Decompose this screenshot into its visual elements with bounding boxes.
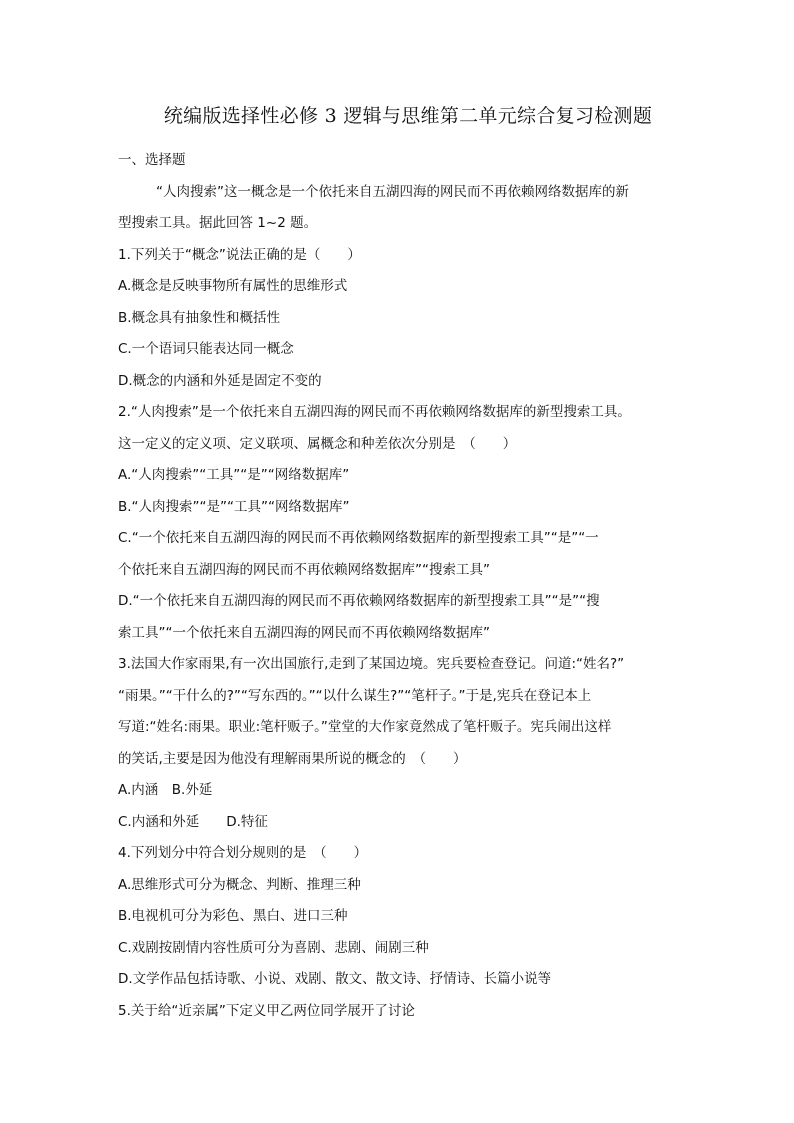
question-stem: 1.下列关于“概念”说法正确的是（ ） bbox=[118, 246, 361, 263]
option-d-continued: 索工具”“一个依托来自五湖四海的网民而不再依赖网络数据库” bbox=[118, 624, 490, 641]
option-b: B.电视机可分为彩色、黑白、进口三种 bbox=[118, 908, 348, 924]
option-a: A.思维形式可分为概念、判断、推理三种 bbox=[118, 876, 361, 893]
question-5 bbox=[118, 996, 698, 1028]
option-d: D.概念的内涵和外延是固定不变的 bbox=[118, 372, 322, 389]
question-stem: 写道:“姓名:雨果。职业:笔杆贩子。”堂堂的大作家竟然成了笔杆贩子。宪兵闹出这样 bbox=[118, 719, 612, 735]
option-d: D.“一个依托来自五湖四海的网民而不再依赖网络数据库的新型搜索工具”“是”“搜 bbox=[118, 593, 600, 609]
option-d: D.文学作品包括诗歌、小说、戏剧、散文、散文诗、抒情诗、长篇小说等 bbox=[118, 971, 552, 987]
question-2 bbox=[118, 397, 698, 649]
document-body bbox=[118, 145, 698, 1027]
question-stem: 的笑话,主要是因为他没有理解雨果所说的概念的 （ ） bbox=[118, 750, 467, 767]
question-1 bbox=[118, 240, 698, 398]
document-title: 统编版选择性必修 3 逻辑与思维第二单元综合复习检测题 bbox=[163, 105, 653, 127]
option-a: A.概念是反映事物所有属性的思维形式 bbox=[118, 278, 348, 294]
option-c: C.一个语词只能表达同一概念 bbox=[118, 341, 294, 357]
question-3 bbox=[118, 649, 698, 838]
option-c: C.“一个依托来自五湖四海的网民而不再依赖网络数据库的新型搜索工具”“是”“一 bbox=[118, 530, 599, 546]
option-b: B.概念具有抽象性和概括性 bbox=[118, 309, 281, 326]
option-c: C.戏剧按剧情内容性质可分为喜剧、悲剧、闹剧三种 bbox=[118, 939, 429, 956]
option-c-continued: 个依托来自五湖四海的网民而不再依赖网络数据库”“搜索工具” bbox=[118, 561, 490, 578]
option-b: B.“人肉搜索”“是”“工具”“网络数据库” bbox=[118, 498, 350, 515]
option-c-d: C.内涵和外延 D.特征 bbox=[118, 813, 268, 830]
section-heading: 一、选择题 bbox=[118, 152, 186, 168]
question-stem: 3.法国大作家雨果,有一次出国旅行,走到了某国边境。宪兵要检查登记。问道:“姓名?” bbox=[118, 656, 625, 672]
intro-line: “人肉搜索”这一概念是一个依托来自五湖四海的网民而不再依赖网络数据库的新 bbox=[156, 183, 629, 200]
question-stem: 这一定义的定义项、定义联项、属概念和种差依次分别是 （ ） bbox=[118, 435, 517, 452]
question-4 bbox=[118, 838, 698, 996]
option-a: A.“人肉搜索”“工具”“是”“网络数据库” bbox=[118, 467, 350, 483]
option-a-b: A.内涵 B.外延 bbox=[118, 782, 213, 798]
question-stem: 4.下列划分中符合划分规则的是 （ ） bbox=[118, 845, 368, 861]
intro-line: 型搜索工具。据此回答 1~2 题。 bbox=[118, 215, 318, 231]
question-stem: “雨果。”“干什么的?”“写东西的。”“以什么谋生?”“笔杆子。”于是,宪兵在登记本上 bbox=[118, 687, 592, 704]
question-stem: 2.“人肉搜索”是一个依托来自五湖四海的网民而不再依赖网络数据库的新型搜索工具。 bbox=[118, 404, 631, 420]
question-stem: 5.关于给“近亲属”下定义甲乙两位同学展开了讨论 bbox=[118, 1002, 415, 1019]
